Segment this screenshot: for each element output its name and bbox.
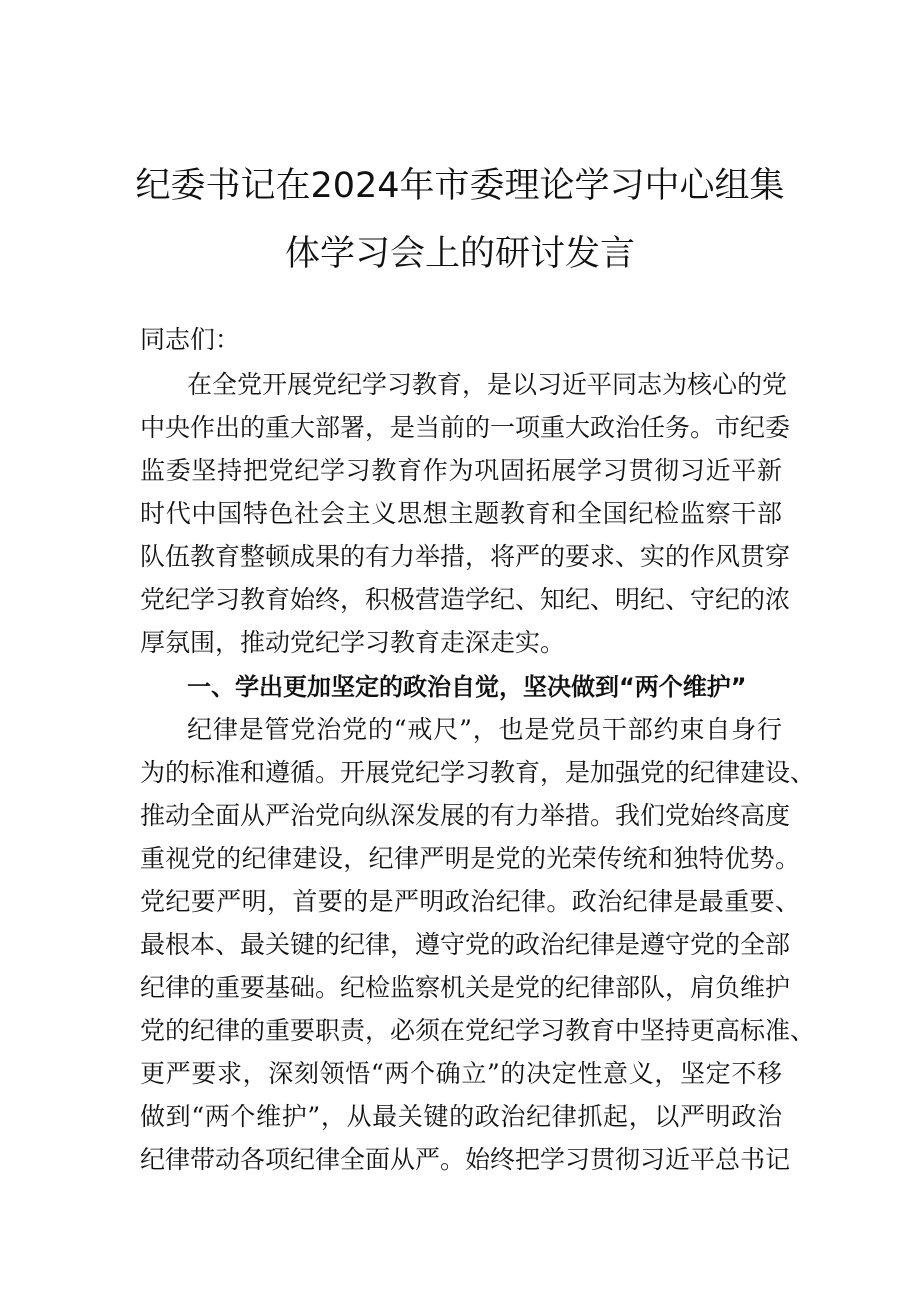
section-heading: 一、学出更加坚定的政治自觉，坚决做到“两个维护” [187, 673, 747, 701]
paragraph-line: 更严要求，深刻领悟“两个确立”的决定性意义，坚定不移 [140, 1059, 782, 1088]
paragraph-line: 监委坚持把党纪学习教育作为巩固拓展学习贯彻习近平新 [140, 456, 782, 485]
paragraph-line: 在全党开展党纪学习教育，是以习近平同志为核心的党 [187, 370, 788, 399]
paragraph-line: 队伍教育整顿成果的有力举措，将严的要求、实的作风贯穿 [140, 542, 791, 571]
paragraph-line: 最根本、最关键的纪律，遵守党的政治纪律是遵守党的全部 [140, 930, 791, 959]
document-title-line-1: 纪委书记在2024年市委理论学习中心组集 [135, 166, 785, 206]
paragraph-line: 时代中国特色社会主义思想主题教育和全国纪检监察干部 [140, 499, 782, 528]
paragraph-line: 推动全面从严治党向纵深发展的有力举措。我们党始终高度 [140, 801, 791, 830]
paragraph-line: 党的纪律的重要职责，必须在党纪学习教育中坚持更高标准、 [140, 1016, 816, 1045]
paragraph-line: 纪律的重要基础。纪检监察机关是党的纪律部队，肩负维护 [140, 973, 791, 1002]
paragraph-line: 厚氛围，推动党纪学习教育走深走实。 [140, 628, 566, 657]
paragraph-line: 纪律是管党治党的“戒尺”，也是党员干部约束自身行 [187, 715, 782, 744]
paragraph-line: 党纪要严明，首要的是严明政治纪律。政治纪律是最重要、 [140, 887, 800, 916]
document-title-line-2: 体学习会上的研讨发言 [284, 234, 635, 274]
paragraph-line: 重视党的纪律建设，纪律严明是党的光荣传统和独特优势。 [140, 844, 800, 873]
paragraph-line: 纪律带动各项纪律全面从严。始终把学习贯彻习近平总书记 [140, 1145, 791, 1174]
paragraph-line: 做到“两个维护”，从最关键的政治纪律抓起，以严明政治 [140, 1102, 782, 1131]
paragraph-line: 中央作出的重大部署，是当前的一项重大政治任务。市纪委 [140, 413, 791, 442]
paragraph-line: 为的标准和遵循。开展党纪学习教育，是加强党的纪律建设、 [140, 758, 816, 787]
salutation: 同志们： [140, 325, 241, 354]
paragraph-line: 党纪学习教育始终，积极营造学纪、知纪、明纪、守纪的浓 [140, 585, 791, 614]
